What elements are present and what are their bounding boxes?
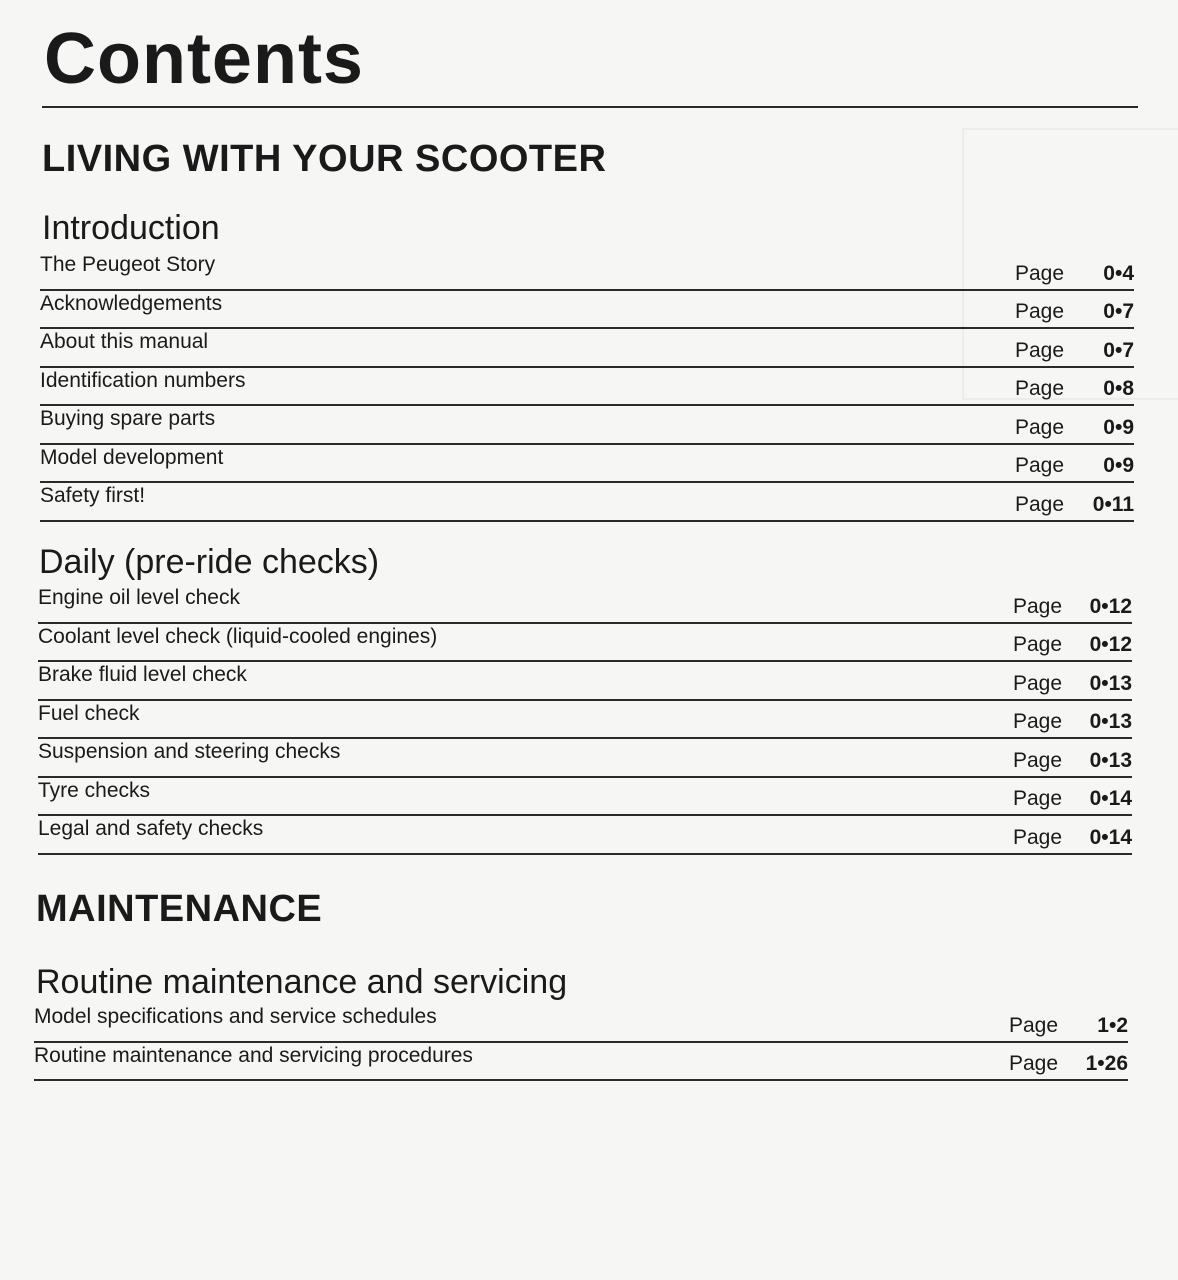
page-number: 0•9 [1103, 454, 1134, 477]
page-number: 0•14 [1089, 825, 1132, 849]
page-number: 0•4 [1103, 261, 1134, 285]
page-word: Page [1008, 1052, 1058, 1075]
page-word: Page [1012, 594, 1062, 618]
entry-page-ref [1015, 339, 1134, 363]
routine-maintenance-entries [34, 1004, 1128, 1081]
entry-page-ref [1009, 1052, 1128, 1076]
entry-label: Brake fluid level check [38, 663, 247, 686]
entry-page-ref [1013, 826, 1132, 850]
entry-page-ref [1015, 377, 1134, 401]
section-heading-daily-checks: Daily (pre-ride checks) [39, 543, 380, 581]
page-number: 0•12 [1089, 594, 1132, 618]
entry-page-ref [1009, 1014, 1128, 1038]
daily-checks-entries [38, 585, 1132, 855]
page-word: Page [1012, 633, 1062, 656]
entry-label: Routine maintenance and servicing procedures [34, 1043, 473, 1067]
part-heading-living: LIVING WITH YOUR SCOOTER [42, 138, 607, 180]
page-number: 0•13 [1089, 671, 1132, 695]
toc-entry[interactable] [38, 778, 1132, 817]
entry-label: Safety first! [40, 484, 146, 507]
toc-entry[interactable] [34, 1043, 1128, 1082]
toc-entry[interactable] [40, 445, 1134, 484]
entry-label: Fuel check [38, 701, 140, 725]
entry-label: Engine oil level check [38, 586, 240, 609]
entry-label: Tyre checks [38, 778, 151, 802]
title-divider [42, 106, 1138, 108]
page-number: 1•2 [1097, 1013, 1128, 1037]
entry-page-ref [1015, 493, 1134, 517]
page-word: Page [1014, 338, 1064, 362]
toc-entry[interactable] [40, 329, 1134, 368]
entry-label: The Peugeot Story [40, 253, 216, 276]
toc-entry[interactable] [40, 406, 1134, 445]
page-word: Page [1014, 377, 1064, 400]
entry-label: Suspension and steering checks [38, 740, 341, 763]
entry-label: Coolant level check (liquid-cooled engines) [38, 624, 438, 648]
page-number: 0•7 [1103, 338, 1134, 362]
entry-label: Acknowledgements [40, 291, 223, 315]
toc-entry[interactable] [38, 816, 1132, 855]
page-number: 0•9 [1103, 415, 1134, 439]
entry-label: About this manual [40, 330, 209, 353]
page-number: 0•12 [1089, 633, 1132, 656]
page-word: Page [1012, 748, 1062, 772]
entry-label: Model development [40, 445, 224, 469]
entry-label: Buying spare parts [40, 407, 216, 430]
entry-page-ref [1015, 262, 1134, 286]
page-number: 0•8 [1103, 377, 1134, 400]
entry-label: Model specifications and service schedules [34, 1005, 437, 1028]
page-number: 0•13 [1089, 710, 1132, 733]
introduction-entries [40, 252, 1134, 522]
toc-entry[interactable] [38, 585, 1132, 624]
page-word: Page [1014, 492, 1064, 516]
page-word: Page [1012, 710, 1062, 733]
toc-entry[interactable] [40, 252, 1134, 291]
part-heading-maintenance: MAINTENANCE [36, 888, 323, 930]
page-number: 0•11 [1092, 492, 1134, 516]
page-word: Page [1012, 825, 1062, 849]
page-title: Contents [44, 19, 364, 99]
entry-label: Identification numbers [40, 368, 246, 392]
page-number: 1•26 [1085, 1052, 1128, 1075]
toc-entry[interactable] [40, 368, 1134, 407]
section-heading-introduction: Introduction [42, 209, 220, 247]
page-word: Page [1014, 415, 1064, 439]
toc-entry[interactable] [40, 291, 1134, 330]
entry-page-ref [1015, 300, 1134, 324]
toc-entry[interactable] [38, 739, 1132, 778]
toc-entry[interactable] [38, 624, 1132, 663]
entry-label: Legal and safety checks [38, 817, 264, 840]
toc-entry[interactable] [40, 483, 1134, 522]
toc-entry[interactable] [34, 1004, 1128, 1043]
page-number: 0•7 [1103, 300, 1134, 323]
entry-page-ref [1013, 749, 1132, 773]
entry-page-ref [1013, 672, 1132, 696]
section-heading-routine-maintenance: Routine maintenance and servicing [36, 963, 568, 1001]
page-word: Page [1014, 454, 1064, 477]
page-number: 0•14 [1089, 787, 1132, 810]
page-word: Page [1008, 1013, 1058, 1037]
page-word: Page [1014, 300, 1064, 323]
page-word: Page [1014, 261, 1064, 285]
page-word: Page [1012, 671, 1062, 695]
page-number: 0•13 [1089, 748, 1132, 772]
entry-page-ref [1013, 787, 1132, 811]
entry-page-ref [1013, 710, 1132, 734]
entry-page-ref [1013, 633, 1132, 657]
entry-page-ref [1015, 416, 1134, 440]
page-word: Page [1012, 787, 1062, 810]
toc-entry[interactable] [38, 701, 1132, 740]
entry-page-ref [1015, 454, 1134, 478]
entry-page-ref [1013, 595, 1132, 619]
toc-entry[interactable] [38, 662, 1132, 701]
